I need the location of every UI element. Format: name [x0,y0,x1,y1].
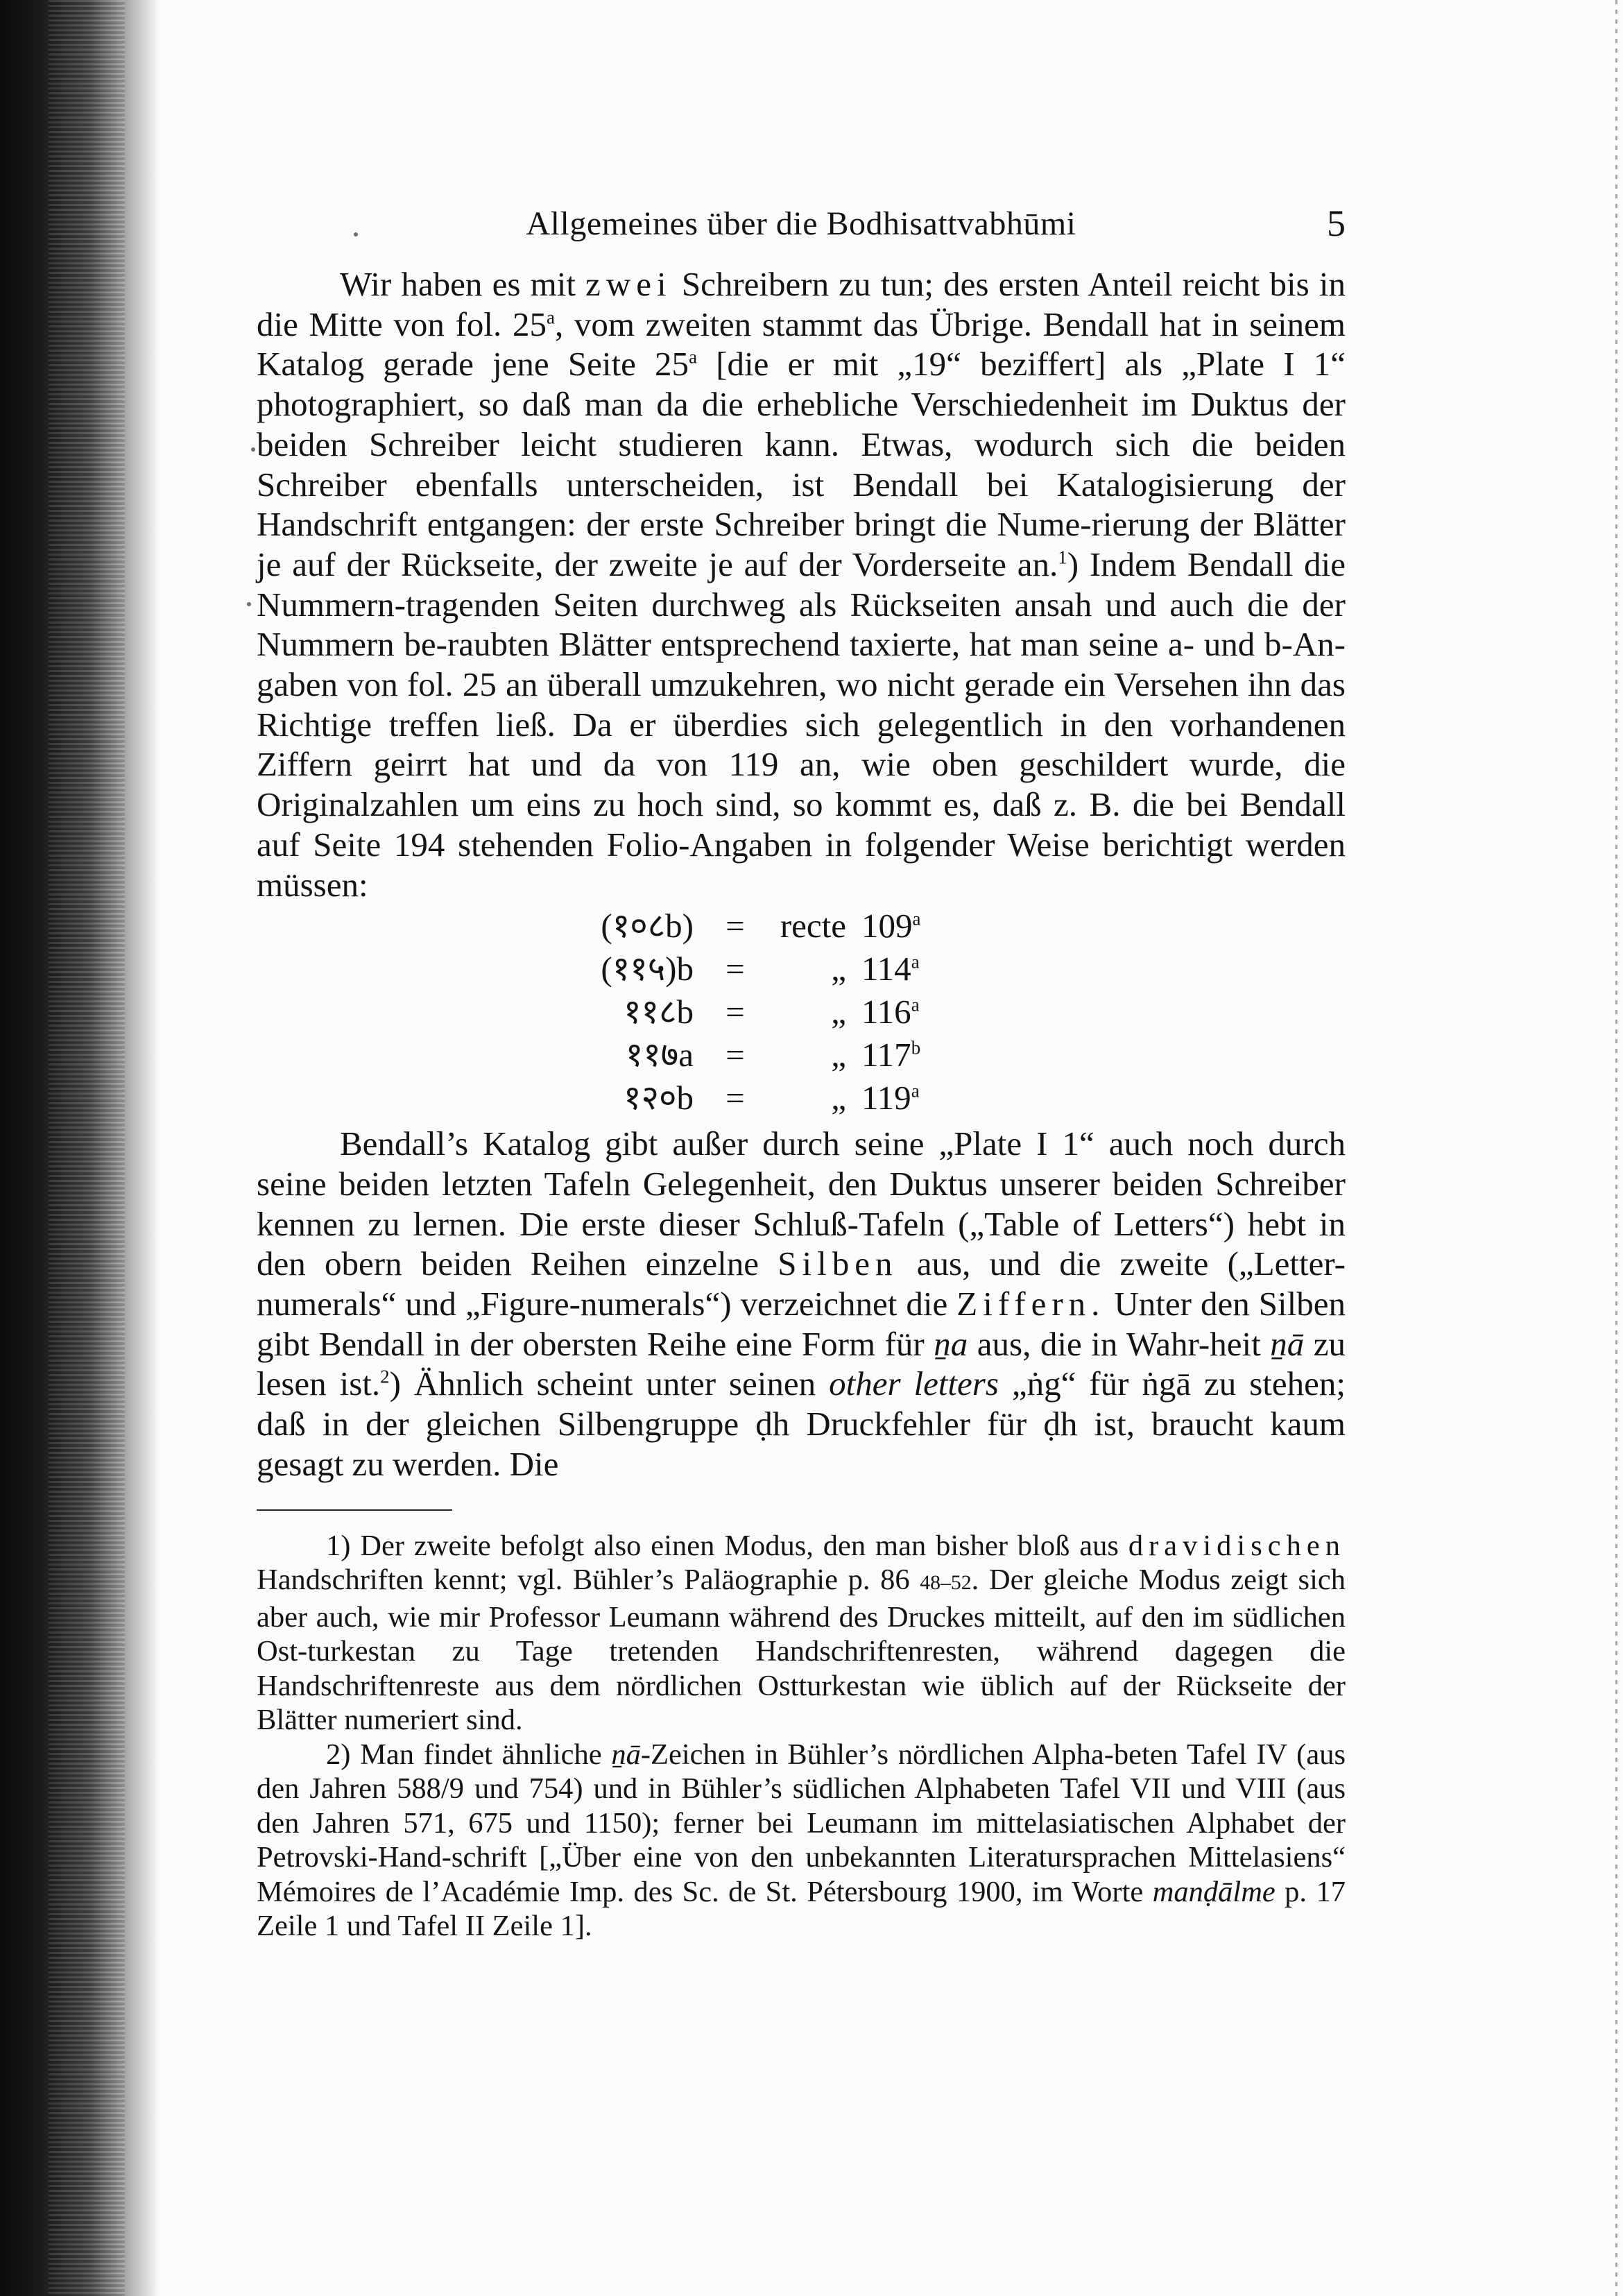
text-run: ) Indem Bendall die Nummern-tragenden Seiten durchweg als Rückseiten ansah und auch die der Nummern be-raubten Blätter entsprechend taxierte, hat man seine a- und b-An-gaben von fol. 25 an überall umzukehren, wo nicht gerade ein Versehen ihn das Richtige treffen ließ. Da er überdies sich gelegentlich in den vorhandenen Ziffern geirrt hat und da von 119 an, wie oben geschildert wurde, die Originalzahlen um eins zu hoch sind, so kommt es, daß z. B. die bei Bendall auf Seite 194 stehenden Folio-Angaben in folgender Weise berichtigt werden müssen: [257,545,1346,904]
corrected-folio [846,905,920,948]
original-folio: (११५)b [601,950,694,988]
emphasis-spaced: zwei [585,265,672,303]
corrected-folio [846,948,920,991]
footnote-reference[interactable]: 1 [1058,547,1067,568]
transliteration: ṉā [1270,1324,1305,1363]
corrected-number: 117 [861,1036,911,1074]
corrected-folio [846,991,920,1034]
page-edge [1615,0,1617,2296]
italic-phrase: other letters [829,1364,999,1403]
text-run: -Zeichen in Bühler’s nördlichen Alpha-beten Tafel IV (aus den Jahren 588/9 und 754) und in Bühler’s südlichen Alphabeten Tafel VII und VIII (aus den Jahren 571, 675 und 1150); ferner bei Leumann im mittelasiatischen Alphabet der Petrovski-Hand-schrift [„Über eine von den unbekannten Literatursprachen Mittelasiens“ Mémoires de l’Académie Imp. des Sc. de St. Pétersbourg 1900, im Worte [257,1738,1346,1908]
corrected-number: 119 [861,1079,911,1117]
correction-row [548,991,920,1034]
ditto-mark: „ [831,1079,846,1117]
paragraph-1 [257,264,1346,905]
transliteration: ṉa [934,1324,968,1363]
correction-row [548,905,920,948]
text-run: [die er mit „19“ beziffert] als „Plate I 1“ photographiert, so daß man da die erhebliche Verschiedenheit im Duktus der beiden Schreiber leicht studieren kann. Etwas, wodurch sich die beiden Schreiber ebenfalls unterscheiden, ist Bendall bei Katalogisierung der Handschrift entgangen: der erste Schreiber bringt die Nume-rierung der Blätter je auf der Rückseite, der zweite je auf der Vorderseite an. [257,345,1346,583]
text-run: ) Ähnlich scheint unter seinen [389,1364,830,1403]
folio-side-marker: a [546,307,555,328]
equals-sign: = [725,1079,745,1117]
text-run: Handschriften kennt; vgl. Bühler’s Paläographie p. 86 [257,1563,920,1597]
footnote-2 [257,1738,1346,1944]
corrected-number: 109 [861,907,913,945]
book-page [257,205,1346,1944]
original-folio: १२०b [624,1079,694,1117]
corrected-number: 114 [861,950,911,988]
book-spine-shadow [0,0,160,2296]
folio-side-marker: a [911,994,920,1016]
running-title: Allgemeines über die Bodhisattvabhūmi [526,205,1076,242]
footnote-1 [257,1529,1346,1738]
text-run: aus, die in Wahr-heit [968,1324,1271,1363]
equals-sign: = [725,993,745,1031]
equals-sign: = [725,907,745,945]
correction-row [548,1077,920,1120]
folio-side-marker: b [911,1037,921,1059]
equals-sign: = [725,1036,745,1074]
original-folio: ११८b [624,993,694,1031]
original-folio: (१०८b) [601,907,694,945]
scan-speck [247,602,251,606]
text-run: 1) Der zweite befolgt also einen Modus, den man bisher bloß aus [326,1529,1128,1562]
folio-side-marker: a [911,1080,920,1102]
scan-speck [251,447,255,452]
text-run: aus, und die zweite („Letter-numerals“ und „Figure-numerals“) verzeichnet die [257,1244,1346,1323]
page-number: 5 [1327,203,1346,244]
emphasis-spaced: dravidischen [1128,1529,1346,1562]
paragraph-2 [257,1124,1346,1484]
corrected-folio [846,1077,920,1120]
equals-sign: = [725,950,745,988]
text-run: 2) Man findet ähnliche [326,1738,612,1771]
correction-row [548,1034,920,1077]
corrected-folio [846,1034,920,1077]
transliteration: ṉā [611,1738,641,1771]
text-run: Unter den Silben gibt Bendall in der obersten Reihe eine Form für [257,1285,1346,1363]
original-folio: ११७a [625,1036,694,1074]
correction-row [548,948,920,991]
text-run: „ṅg“ für ṅgā zu stehen; daß in der gleichen Silbengruppe ḍh Druckfehler für ḍh ist, braucht kaum gesagt zu werden. Die [257,1364,1346,1483]
folio-correction-table [548,905,920,1120]
page-header [257,205,1346,264]
folio-side-marker: a [911,951,920,973]
footnote-reference[interactable]: 2 [380,1366,390,1387]
emphasis-spaced: Silben [778,1244,898,1283]
text-run: Bendall’s Katalog gibt außer durch seine „Plate I 1“ auch noch durch seine beiden letzten Tafeln Gelegenheit, den Duktus unserer beiden Schreiber kennen zu lernen. Die erste dieser Schluß-Tafeln („Table of Letters“) hebt in den obern beiden Reihen einzelne [257,1124,1346,1283]
text-run: . Der gleiche Modus zeigt sich aber auch, wie mir Professor Leumann während des Druckes mitteilt, auf den im südlichen Ost-turkestan zu Tage tretenden Handschriftenresten, während dagegen die Handschriftenreste aus dem nördlichen Ostturkestan wie üblich auf der Rückseite der Blätter numeriert sind. [257,1563,1346,1737]
body-text [257,264,1346,1484]
text-run: , vom zweiten stammt das Übrige. Bendall hat in seinem Katalog gerade jene Seite 25 [257,305,1346,384]
ditto-mark: „ [831,1036,846,1074]
emphasis-spaced: Ziffern. [956,1285,1106,1323]
text-run: p. 17 Zeile 1 und Tafel II Zeile 1]. [257,1875,1346,1943]
text-run: Wir haben es mit [340,265,586,303]
ditto-mark: „ [831,950,846,988]
ditto-mark: „ [831,993,846,1031]
footnotes [257,1529,1346,1944]
transliteration: manḍālme [1152,1875,1276,1908]
folio-side-marker: a [689,346,698,368]
page-range: 48–52 [920,1571,972,1595]
folio-side-marker: a [912,908,921,929]
corrected-number: 116 [861,993,911,1031]
text-run: zu lesen ist. [257,1324,1346,1403]
text-run: Schreibern zu tun; des ersten Anteil reicht bis in die Mitte von fol. 25 [257,265,1346,343]
footnote-divider [257,1509,452,1511]
correction-word: recte [780,907,846,945]
